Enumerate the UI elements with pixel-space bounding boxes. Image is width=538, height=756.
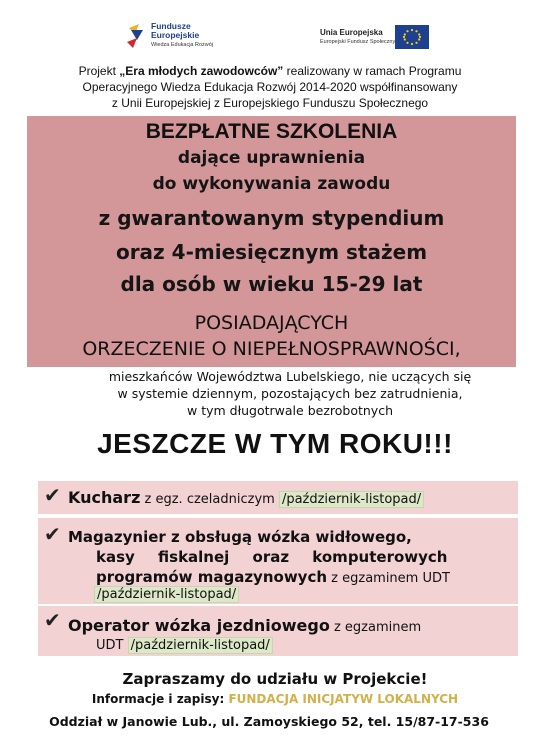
- this-year-headline: JESZCZE W TYM ROKU!!!: [97, 428, 453, 459]
- intro-line1: [60, 63, 480, 79]
- checkmark-icon: ✔: [44, 608, 61, 632]
- offer-title-line3: programów magazynowych: [96, 568, 328, 586]
- address-line: Oddział w Janowie Lub., ul. Zamoyskiego 52, tel. 15/87-17-536: [49, 714, 489, 729]
- offer-exam: z egz. czeladniczym: [140, 492, 279, 507]
- offer-operator-line2: [96, 637, 273, 653]
- intro-suffix: realizowany w ramach Programu: [283, 64, 462, 78]
- headline-line7: POSIADAJĄCYCH: [194, 312, 349, 334]
- offer-exam: z egzaminem: [329, 620, 422, 635]
- offer-period: /październik-listopad/: [279, 491, 424, 508]
- offer-title-line1: Magazynier z obsługą wózka widłowego,: [68, 528, 412, 546]
- headline-line8: ORZECZENIE O NIEPEŁNOSPRAWNOŚCI,: [82, 338, 461, 360]
- fe-line2: Europejskie: [151, 30, 200, 40]
- intro-line2: Operacyjnego Wiedza Edukacja Rozwój 2014-2020 współfinansowany: [82, 80, 458, 94]
- training-headline-box: [27, 116, 516, 367]
- offer-period-row: [94, 586, 239, 602]
- project-intro: [60, 63, 480, 111]
- eligibility-line3: w tym długotrwale bezrobotnych: [187, 403, 393, 418]
- offer-kucharz: [38, 481, 518, 514]
- offer-title: Operator wózka jezdniowego: [68, 616, 330, 635]
- offer-magazynier: [38, 518, 518, 604]
- offer-title-line3-row: [96, 568, 450, 586]
- ue-title: Unia Europejska: [320, 28, 383, 37]
- fe-line1: Fundusze: [151, 21, 191, 31]
- headline-line6: dla osób w wieku 15-29 lat: [120, 272, 423, 296]
- headline-line4: z gwarantowanym stypendium: [98, 206, 445, 230]
- info-line: [40, 692, 510, 706]
- info-label: Informacje i zapisy:: [91, 692, 229, 706]
- offer-period: /październik-listopad/: [128, 637, 273, 654]
- offer-exam-cont: UDT: [96, 638, 128, 653]
- fe-star-logo-icon: [125, 20, 147, 50]
- project-name: „Era młodych zawodowców”: [119, 64, 284, 78]
- unia-europejska-logo: [320, 24, 430, 54]
- headline-line3: do wykonywania zawodu: [152, 174, 391, 194]
- offer-operator: [38, 606, 518, 656]
- checkmark-icon: ✔: [44, 483, 61, 507]
- checkmark-icon: ✔: [44, 522, 61, 546]
- eu-flag-icon: [395, 25, 429, 49]
- eligibility-line2: w systemie dziennym, pozostających bez zatrudnienia,: [117, 386, 463, 401]
- fe-subtitle: Wiedza Edukacja Rozwój: [151, 42, 214, 48]
- eligibility-line1: mieszkańców Województwa Lubelskiego, nie uczących się: [108, 369, 472, 384]
- offer-operator-line1: [68, 616, 421, 635]
- offer-period: /październik-listopad/: [94, 586, 239, 603]
- fundusze-europejskie-logo: [125, 20, 235, 52]
- offer-title: Kucharz: [68, 488, 141, 507]
- free-training-title: BEZPŁATNE SZKOLENIA: [145, 120, 398, 143]
- fe-logo-text: [151, 22, 199, 40]
- ue-subtitle: Europejski Fundusz Społeczny: [320, 39, 396, 45]
- offer-exam: z egzaminem UDT: [327, 571, 450, 586]
- eligibility-text: [55, 368, 525, 419]
- invitation-text: Zapraszamy do udziału w Projekcie!: [122, 670, 428, 688]
- headline-line5: oraz 4-miesięcznym stażem: [115, 240, 428, 264]
- organization-name: FUNDACJA INICJATYW LOKALNYCH: [228, 692, 459, 706]
- headline-line2: dające uprawnienia: [177, 148, 366, 168]
- offer-title-line2: kasy fiskalnej oraz komputerowych: [96, 548, 448, 566]
- intro-prefix: Projekt: [78, 64, 120, 78]
- intro-line3: z Unii Europejskiej z Europejskiego Funduszu Społecznego: [111, 96, 429, 110]
- offer-kucharz-text: [68, 488, 424, 507]
